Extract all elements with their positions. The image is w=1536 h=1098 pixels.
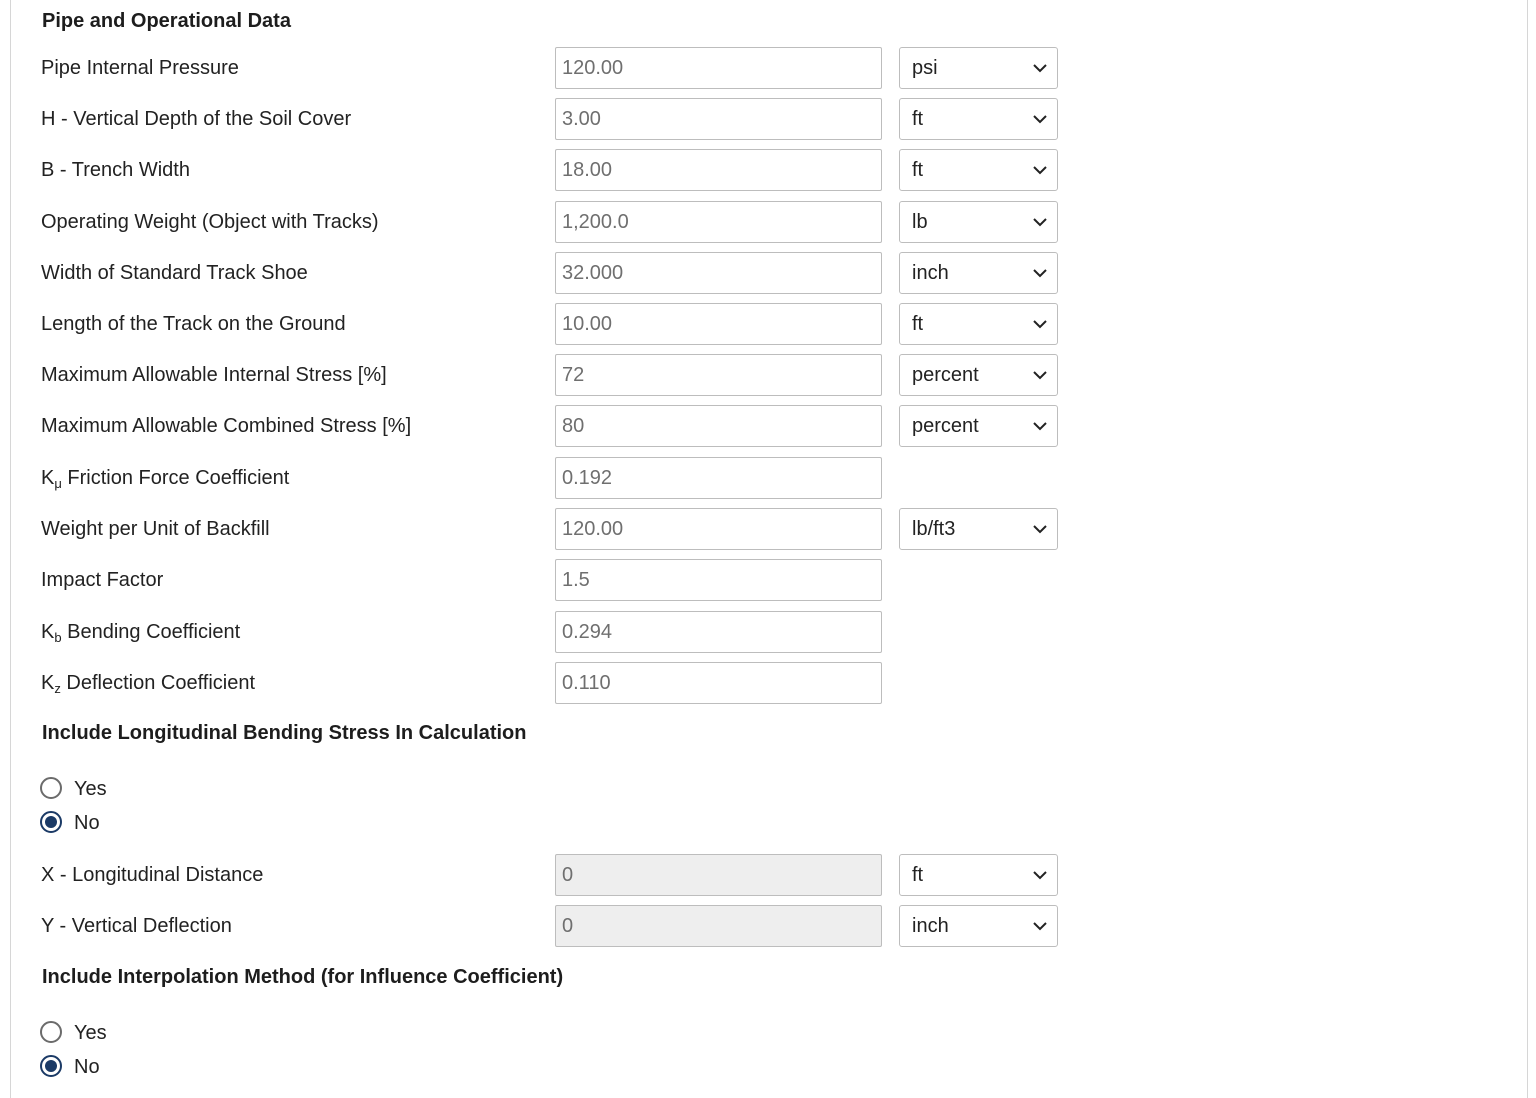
unit-value: inch [912, 262, 949, 284]
field-row-max-combined-stress [0, 405, 1100, 447]
soil-cover-depth-unit-select[interactable] [899, 98, 1058, 140]
unit-value: lb/ft3 [912, 518, 956, 540]
field-row-max-internal-stress [0, 354, 1100, 396]
unit-value: lb [912, 211, 928, 233]
unit-value: ft [912, 108, 924, 130]
max-combined-stress-input[interactable] [555, 405, 882, 447]
field-label: Operating Weight (Object with Tracks) [41, 211, 379, 233]
trench-width-input[interactable] [555, 149, 882, 191]
section-title: Pipe and Operational Data [42, 10, 291, 32]
field-label: Width of Standard Track Shoe [41, 262, 308, 284]
radio-label: No [74, 1056, 100, 1078]
field-row-impact-factor [0, 559, 1100, 601]
field-row-pipe-internal-pressure [0, 47, 1100, 89]
deflection-coefficient-input[interactable] [555, 662, 882, 704]
field-row-bending-coefficient [0, 611, 1100, 653]
label-main: K [41, 467, 55, 489]
field-label: Impact Factor [41, 569, 164, 591]
label-subscript: μ [54, 476, 62, 491]
chevron-down-icon [1031, 520, 1049, 538]
label-subscript: z [54, 681, 61, 696]
field-row-track-length [0, 303, 1100, 345]
max-internal-stress-unit-select[interactable] [899, 354, 1058, 396]
vertical-deflection-unit-select[interactable] [899, 905, 1058, 947]
field-label [41, 662, 255, 704]
bending-section-title: Include Longitudinal Bending Stress In Calculation [42, 722, 527, 744]
bending-yes-radio[interactable] [40, 777, 62, 799]
chevron-down-icon [1031, 59, 1049, 77]
chevron-down-icon [1031, 264, 1049, 282]
chevron-down-icon [1031, 161, 1049, 179]
unit-value: psi [912, 57, 938, 79]
trench-width-unit-select[interactable] [899, 149, 1058, 191]
operating-weight-unit-select[interactable] [899, 201, 1058, 243]
field-label: Pipe Internal Pressure [41, 57, 239, 79]
label-rest: Bending Coefficient [61, 621, 241, 643]
track-length-unit-select[interactable] [899, 303, 1058, 345]
track-shoe-width-unit-select[interactable] [899, 252, 1058, 294]
field-label: Maximum Allowable Internal Stress [%] [41, 364, 387, 386]
operating-weight-input[interactable] [555, 201, 882, 243]
unit-value: ft [912, 864, 924, 886]
radio-label: No [74, 812, 100, 834]
field-row-friction-coefficient [0, 457, 1100, 499]
label-main: K [41, 672, 55, 694]
interp-no-radio[interactable] [40, 1055, 62, 1077]
interp-yes-radio[interactable] [40, 1021, 62, 1043]
field-row-trench-width [0, 149, 1100, 191]
chevron-down-icon [1031, 366, 1049, 384]
field-label: Y - Vertical Deflection [41, 915, 232, 937]
radio-label: Yes [74, 778, 107, 800]
backfill-weight-input[interactable] [555, 508, 882, 550]
unit-value: ft [912, 159, 924, 181]
vertical-deflection-input[interactable] [555, 905, 882, 947]
label-rest: Deflection Coefficient [60, 672, 256, 694]
field-label [41, 457, 289, 499]
field-row-operating-weight [0, 201, 1100, 243]
label-rest: Friction Force Coefficient [61, 467, 290, 489]
field-label: X - Longitudinal Distance [41, 864, 264, 886]
soil-cover-depth-input[interactable] [555, 98, 882, 140]
chevron-down-icon [1031, 866, 1049, 884]
track-shoe-width-input[interactable] [555, 252, 882, 294]
field-label: Weight per Unit of Backfill [41, 518, 270, 540]
chevron-down-icon [1031, 315, 1049, 333]
interpolation-section-title: Include Interpolation Method (for Influence Coefficient) [42, 966, 564, 988]
field-row-vertical-deflection [0, 905, 1100, 947]
bending-no-radio[interactable] [40, 811, 62, 833]
max-internal-stress-input[interactable] [555, 354, 882, 396]
field-row-longitudinal-distance [0, 854, 1100, 896]
chevron-down-icon [1031, 110, 1049, 128]
field-label: H - Vertical Depth of the Soil Cover [41, 108, 352, 130]
field-row-deflection-coefficient [0, 662, 1100, 704]
field-row-track-shoe-width [0, 252, 1100, 294]
field-label [41, 611, 240, 653]
impact-factor-input[interactable] [555, 559, 882, 601]
field-row-backfill-weight [0, 508, 1100, 550]
bending-coefficient-input[interactable] [555, 611, 882, 653]
label-main: K [41, 621, 55, 643]
unit-value: percent [912, 415, 979, 437]
pipe-internal-pressure-unit-select[interactable] [899, 47, 1058, 89]
chevron-down-icon [1031, 917, 1049, 935]
longitudinal-distance-input[interactable] [555, 854, 882, 896]
radio-label: Yes [74, 1022, 107, 1044]
pipe-internal-pressure-input[interactable] [555, 47, 882, 89]
field-label: B - Trench Width [41, 159, 190, 181]
field-label: Maximum Allowable Combined Stress [%] [41, 415, 412, 437]
backfill-weight-unit-select[interactable] [899, 508, 1058, 550]
unit-value: inch [912, 915, 949, 937]
longitudinal-distance-unit-select[interactable] [899, 854, 1058, 896]
unit-value: percent [912, 364, 979, 386]
field-row-soil-cover-depth [0, 98, 1100, 140]
track-length-input[interactable] [555, 303, 882, 345]
label-subscript: b [54, 630, 62, 645]
unit-value: ft [912, 313, 924, 335]
chevron-down-icon [1031, 417, 1049, 435]
field-label: Length of the Track on the Ground [41, 313, 346, 335]
max-combined-stress-unit-select[interactable] [899, 405, 1058, 447]
friction-coefficient-input[interactable] [555, 457, 882, 499]
chevron-down-icon [1031, 213, 1049, 231]
